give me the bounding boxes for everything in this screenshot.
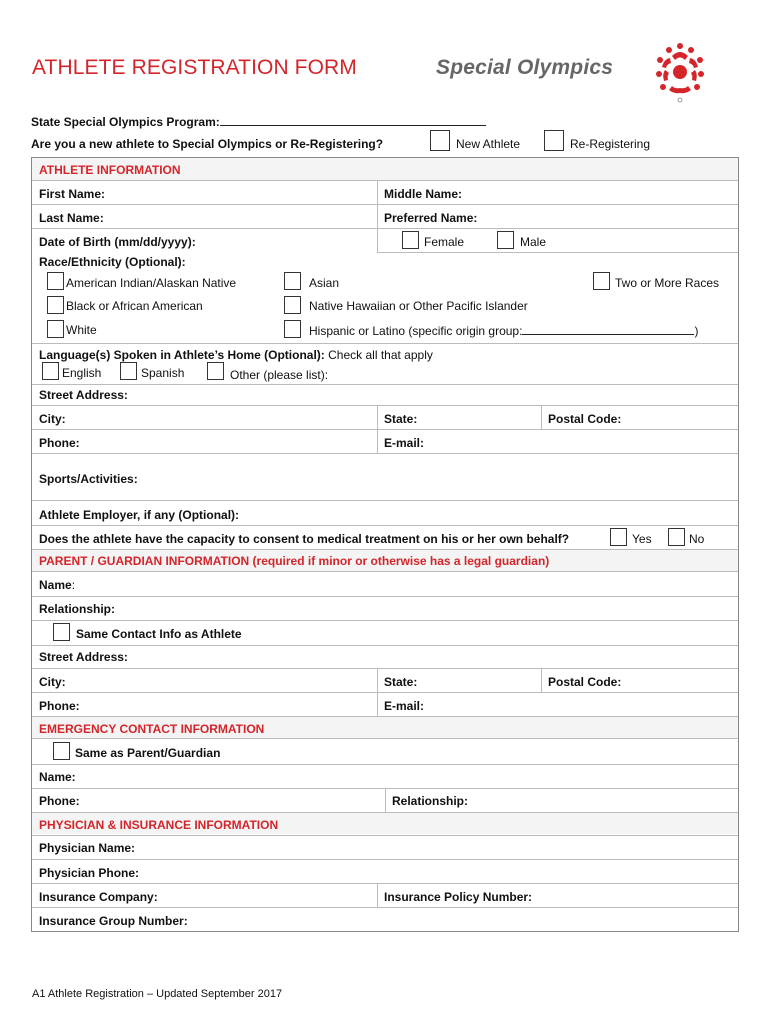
form-title: ATHLETE REGISTRATION FORM	[32, 56, 357, 79]
state-program-label: State Special Olympics Program:	[31, 114, 486, 129]
hispanic-label: Hispanic or Latino (specific origin group: )	[309, 324, 699, 338]
middle-name-label[interactable]: Middle Name:	[384, 187, 463, 201]
insurance-company-label[interactable]: Insurance Company:	[39, 890, 158, 904]
athlete-postal-label[interactable]: Postal Code:	[548, 412, 622, 426]
preferred-name-label[interactable]: Preferred Name:	[384, 211, 478, 225]
consent-question: Does the athlete have the capacity to consent to medical treatment on his or her own behalf?	[39, 532, 570, 546]
state-program-field[interactable]	[220, 114, 486, 126]
consent-yes-label: Yes	[632, 532, 652, 546]
black-checkbox[interactable]	[47, 296, 64, 314]
athlete-state-label[interactable]: State:	[384, 412, 418, 426]
same-as-guardian-label: Same as Parent/Guardian	[75, 746, 221, 760]
english-checkbox[interactable]	[42, 362, 59, 380]
language-label: Language(s) Spoken in Athlete’s Home (Optional): Check all that apply	[39, 348, 433, 362]
new-athlete-label: New Athlete	[456, 137, 521, 151]
athlete-section-heading: ATHLETE INFORMATION	[39, 163, 181, 177]
emergency-name-label[interactable]: Name:	[39, 770, 76, 784]
asian-checkbox[interactable]	[284, 272, 301, 290]
same-contact-label: Same Contact Info as Athlete	[76, 627, 242, 641]
male-checkbox[interactable]	[497, 231, 514, 249]
asian-label: Asian	[309, 276, 340, 290]
guardian-postal-label[interactable]: Postal Code:	[548, 675, 622, 689]
insurance-policy-label[interactable]: Insurance Policy Number:	[384, 890, 533, 904]
male-label: Male	[520, 235, 547, 249]
female-checkbox[interactable]	[402, 231, 419, 249]
same-as-guardian-checkbox[interactable]	[53, 742, 70, 760]
female-label: Female	[424, 235, 465, 249]
employer-label[interactable]: Athlete Employer, if any (Optional):	[39, 508, 240, 522]
consent-yes-checkbox[interactable]	[610, 528, 627, 546]
spanish-label: Spanish	[141, 366, 185, 380]
athlete-street-label[interactable]: Street Address:	[39, 388, 128, 402]
consent-no-label: No	[689, 532, 705, 546]
emergency-phone-label[interactable]: Phone:	[39, 794, 80, 808]
guardian-section-heading: PARENT / GUARDIAN INFORMATION (required if minor or otherwise has a legal guardian)	[39, 554, 550, 568]
guardian-relationship-label[interactable]: Relationship:	[39, 602, 116, 616]
athlete-phone-label[interactable]: Phone:	[39, 436, 80, 450]
guardian-email-label[interactable]: E-mail:	[384, 699, 425, 713]
insurance-group-label[interactable]: Insurance Group Number:	[39, 914, 188, 928]
last-name-label[interactable]: Last Name:	[39, 211, 104, 225]
physician-section-heading: PHYSICIAN & INSURANCE INFORMATION	[39, 818, 279, 832]
emergency-section-heading: EMERGENCY CONTACT INFORMATION	[39, 722, 265, 736]
other-language-label: Other (please list):	[230, 368, 329, 382]
footer-text: A1 Athlete Registration – Updated September 2017	[32, 988, 283, 1000]
new-athlete-checkbox[interactable]	[430, 130, 450, 151]
re-registering-label: Re-Registering	[570, 137, 651, 151]
athlete-city-label[interactable]: City:	[39, 412, 66, 426]
race-label: Race/Ethnicity (Optional):	[39, 255, 186, 269]
two-or-more-checkbox[interactable]	[593, 272, 610, 290]
white-label: White	[66, 323, 97, 337]
english-label: English	[62, 366, 102, 380]
physician-name-label[interactable]: Physician Name:	[39, 841, 136, 855]
guardian-state-label[interactable]: State:	[384, 675, 418, 689]
hispanic-checkbox[interactable]	[284, 320, 301, 338]
native-hawaiian-checkbox[interactable]	[284, 296, 301, 314]
consent-no-checkbox[interactable]	[668, 528, 685, 546]
native-hawaiian-label: Native Hawaiian or Other Pacific Islander	[309, 299, 528, 313]
other-language-checkbox[interactable]	[207, 362, 224, 380]
american-indian-label: American Indian/Alaskan Native	[66, 276, 237, 290]
guardian-city-label[interactable]: City:	[39, 675, 66, 689]
american-indian-checkbox[interactable]	[47, 272, 64, 290]
re-registering-checkbox[interactable]	[544, 130, 564, 151]
athlete-email-label[interactable]: E-mail:	[384, 436, 425, 450]
guardian-phone-label[interactable]: Phone:	[39, 699, 80, 713]
hispanic-origin-field[interactable]	[522, 323, 694, 335]
white-checkbox[interactable]	[47, 320, 64, 338]
guardian-name-label[interactable]: Name:	[39, 578, 76, 592]
sports-label[interactable]: Sports/Activities:	[39, 472, 138, 486]
special-olympics-logo-text: Special Olympics	[436, 56, 614, 79]
same-contact-checkbox[interactable]	[53, 623, 70, 641]
dob-label[interactable]: Date of Birth (mm/dd/yyyy):	[39, 235, 196, 249]
special-olympics-logo-icon	[652, 34, 708, 106]
spanish-checkbox[interactable]	[120, 362, 137, 380]
two-or-more-label: Two or More Races	[615, 276, 720, 290]
physician-phone-label[interactable]: Physician Phone:	[39, 866, 140, 880]
guardian-street-label[interactable]: Street Address:	[39, 650, 128, 664]
black-label: Black or African American	[66, 299, 203, 313]
new-athlete-question: Are you a new athlete to Special Olympics or Re-Registering?	[31, 137, 384, 151]
first-name-label[interactable]: First Name:	[39, 187, 106, 201]
emergency-relationship-label[interactable]: Relationship:	[392, 794, 469, 808]
